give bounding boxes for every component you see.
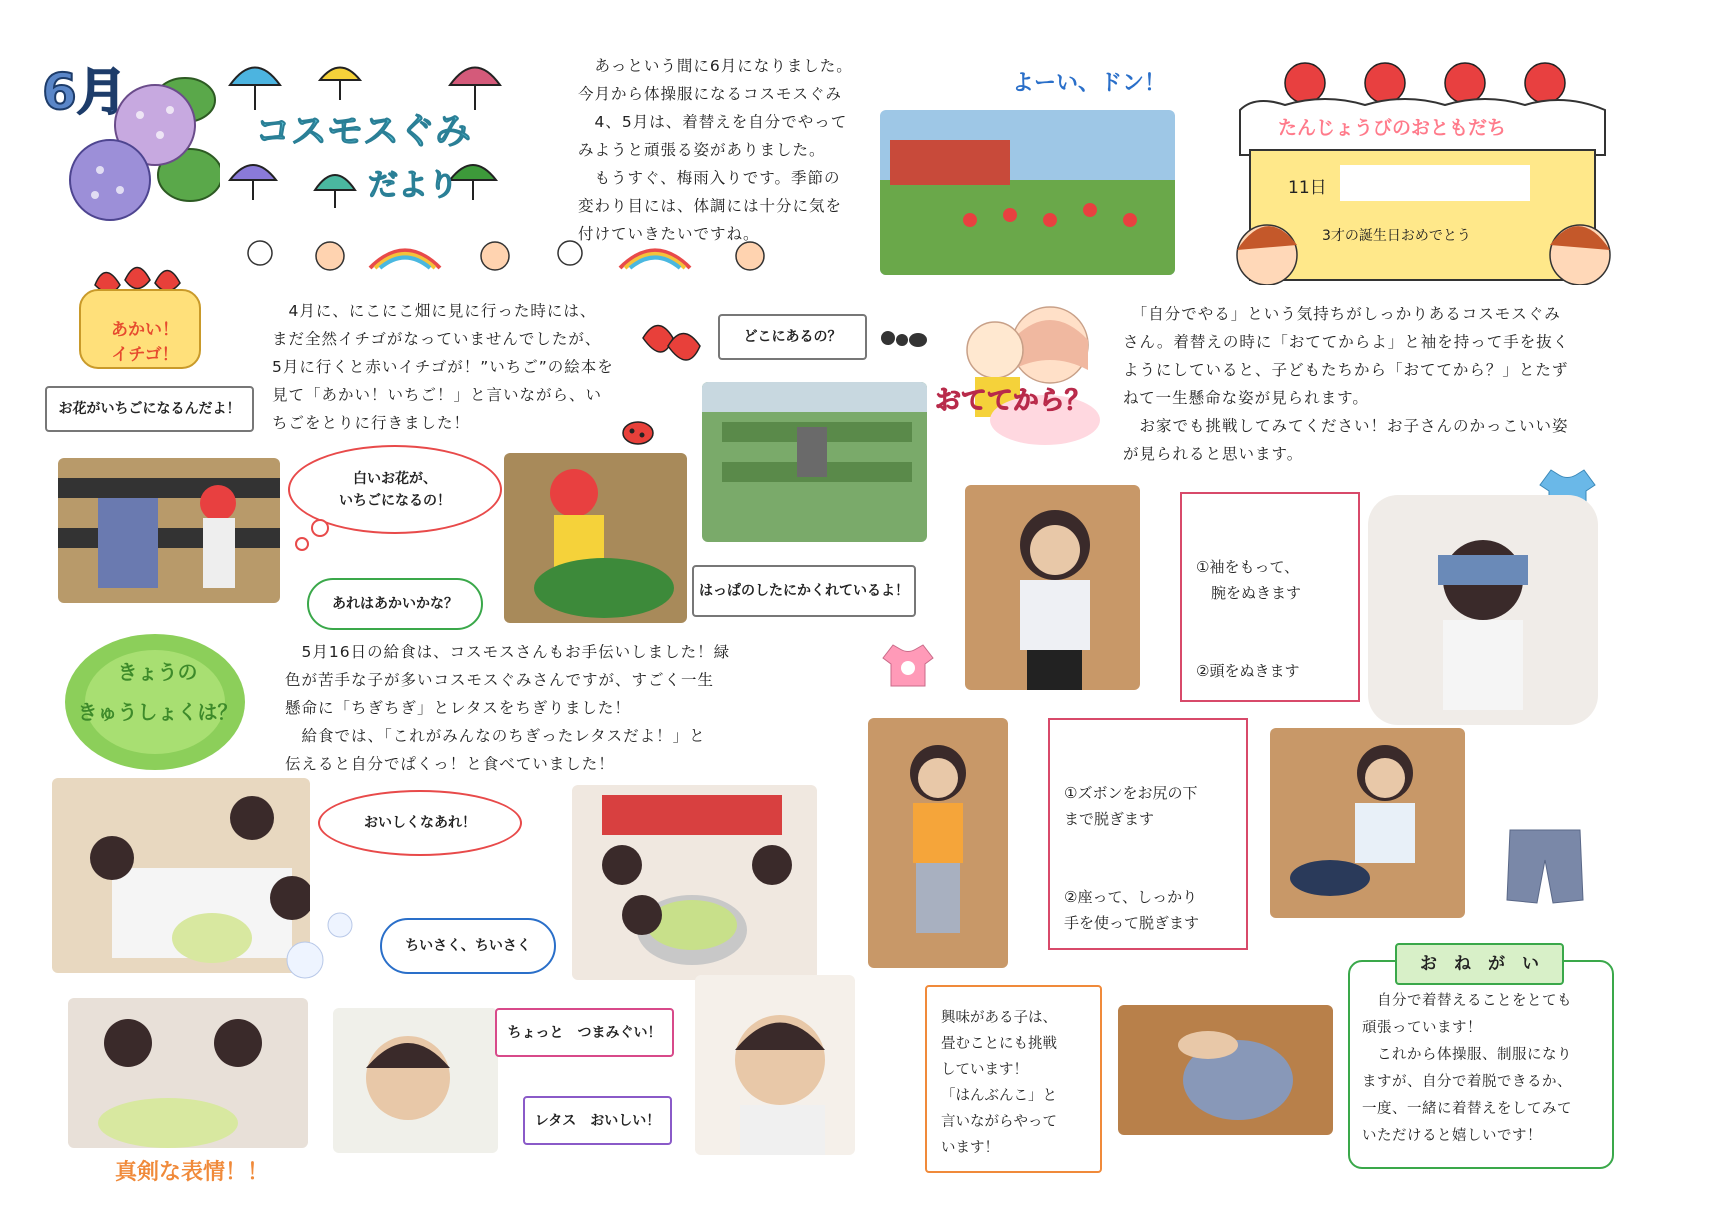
- newsletter-title: コスモスぐみ: [255, 111, 472, 152]
- folding-note-card: 興味がある子は、 畳むことにも挑戦 しています！ 「はんぶんこ」と 言いながらやって います！: [925, 985, 1102, 1173]
- pants-steps-card: ①ズボンをお尻の下 まで脱ぎます ②座って、しっかり 手を使って脱ぎます: [1048, 718, 1248, 950]
- shorts-icon: [1505, 825, 1585, 910]
- otetekara-paragraph: 「自分でやる」という気持ちがしっかりあるコスモスぐみ さん。着替えの時に「おててからよ」と袖を持って手を抜く ようにしていると、子どもたちから「おててから？」とたず ねて一生懸命な姿が見られます。 お家でも挑戦してみてください！お子さんのかっこいい姿 が見られると思います。: [1123, 305, 1570, 463]
- intro-paragraph: あっという間に6月になりました。 今月から体操服になるコスモスぐみ 4、5月は、着替えを自分でやって みようと頑張る姿がありました。 もうすぐ、梅雨入りです。季節の 変わり目には、体調には十分に気を 付けていきたいですね。: [578, 57, 853, 243]
- parent-child-illustration: [935, 295, 1110, 450]
- bubble-hidden-under-leaves: はっぱのしたにかくれているよ！: [692, 565, 916, 617]
- bubble-small-small: ちいさく、ちいさく: [380, 918, 556, 974]
- bubble-where-is-it: どこにあるの？: [718, 314, 867, 360]
- lunch-photo-5: [695, 975, 855, 1155]
- bubble-tail-dots: [290, 518, 340, 553]
- strawberry-field-photo: [702, 382, 927, 542]
- birthday-message: 3才の誕生日おめでとう: [1322, 228, 1471, 244]
- field-photo-1: [58, 458, 280, 603]
- lunch-photo-2: [572, 785, 817, 980]
- lunch-paragraph: 5月16日の給食は、コスモスさんもお手伝いしました！緑 色が苦手な子が多いコスモスぐみさんですが、すごく一生 懸命に「ちぎちぎ」とレタスをちぎりました！ 給食では、「これがみんなのちぎったレタスだよ！」と 伝えると自分でぱくっ！と食べていました！: [285, 643, 731, 773]
- soap-bubbles-decoration: [285, 905, 375, 985]
- lunch-photo-4: [333, 1008, 498, 1153]
- bubble-become-tasty: おいしくなあれ！: [318, 790, 522, 856]
- lunch-photo-1: [52, 778, 310, 973]
- lunch-badge-text: きょうの きゅうしょくは？: [77, 660, 238, 724]
- request-paragraph: 自分で着替えることをとても 頑張っています！ これから体操服、制服になり ますが、自分で着脱できるか、 一度、一緒に着替えをしてみて いただけると嬉しいです！: [1362, 993, 1572, 1144]
- ant-icon: [878, 318, 928, 358]
- bubble-sneak-taste: ちょっと つまみぐい！: [495, 1008, 674, 1057]
- bubble-lettuce-tasty: レタス おいしい！: [523, 1096, 672, 1145]
- strawberry-paragraph: 4月に、にこにこ畑に見に行った時には、 まだ全然イチゴがなっていませんでしたが、 5月に行くと赤いイチゴが！”いちご”の絵本を 見て「あかい！いちご！」と言いながら、い ちごをとりに行きました！: [272, 302, 614, 432]
- bubble-red-question: あれはあかいかな？: [307, 578, 483, 630]
- birthday-title: たんじょうびのおともだち: [1278, 117, 1507, 139]
- basket-label: あかい！ イチゴ！: [111, 320, 179, 365]
- strawberry-picking-photo: [504, 453, 687, 623]
- changing-shirt-photo-1: [965, 485, 1140, 690]
- ladybug-icon: [620, 418, 656, 446]
- changing-shirt-photo-2: [1368, 495, 1598, 725]
- request-title: お ね が い: [1395, 943, 1564, 985]
- shirt-steps-card: ①袖をもって、 腕をぬきます ②頭をぬきます: [1180, 492, 1360, 702]
- birthday-name-field: [1342, 167, 1527, 199]
- otetekara-title: おててから？: [935, 386, 1091, 416]
- newsletter-subtitle: だより: [368, 168, 458, 203]
- changing-pants-photo-2: [1270, 728, 1465, 918]
- lunch-photo-3: [68, 998, 308, 1148]
- birthday-date: 11日: [1288, 178, 1327, 198]
- month-label: 6月: [42, 63, 127, 121]
- bubble-white-flower: 白いお花が、 いちごになるの！: [288, 445, 502, 534]
- bubble-flower-becomes-strawberry: お花がいちごになるんだよ！: [45, 386, 254, 432]
- strawberry-icon: [638, 318, 708, 378]
- folding-photo: [1118, 1005, 1333, 1135]
- serious-face-caption: 真剣な表情！！: [115, 1160, 270, 1185]
- race-photo: [880, 110, 1175, 275]
- race-title: よーい、ドン！: [1012, 71, 1167, 96]
- changing-pants-photo-1: [868, 718, 1008, 968]
- tshirt-pink-icon: [878, 640, 938, 690]
